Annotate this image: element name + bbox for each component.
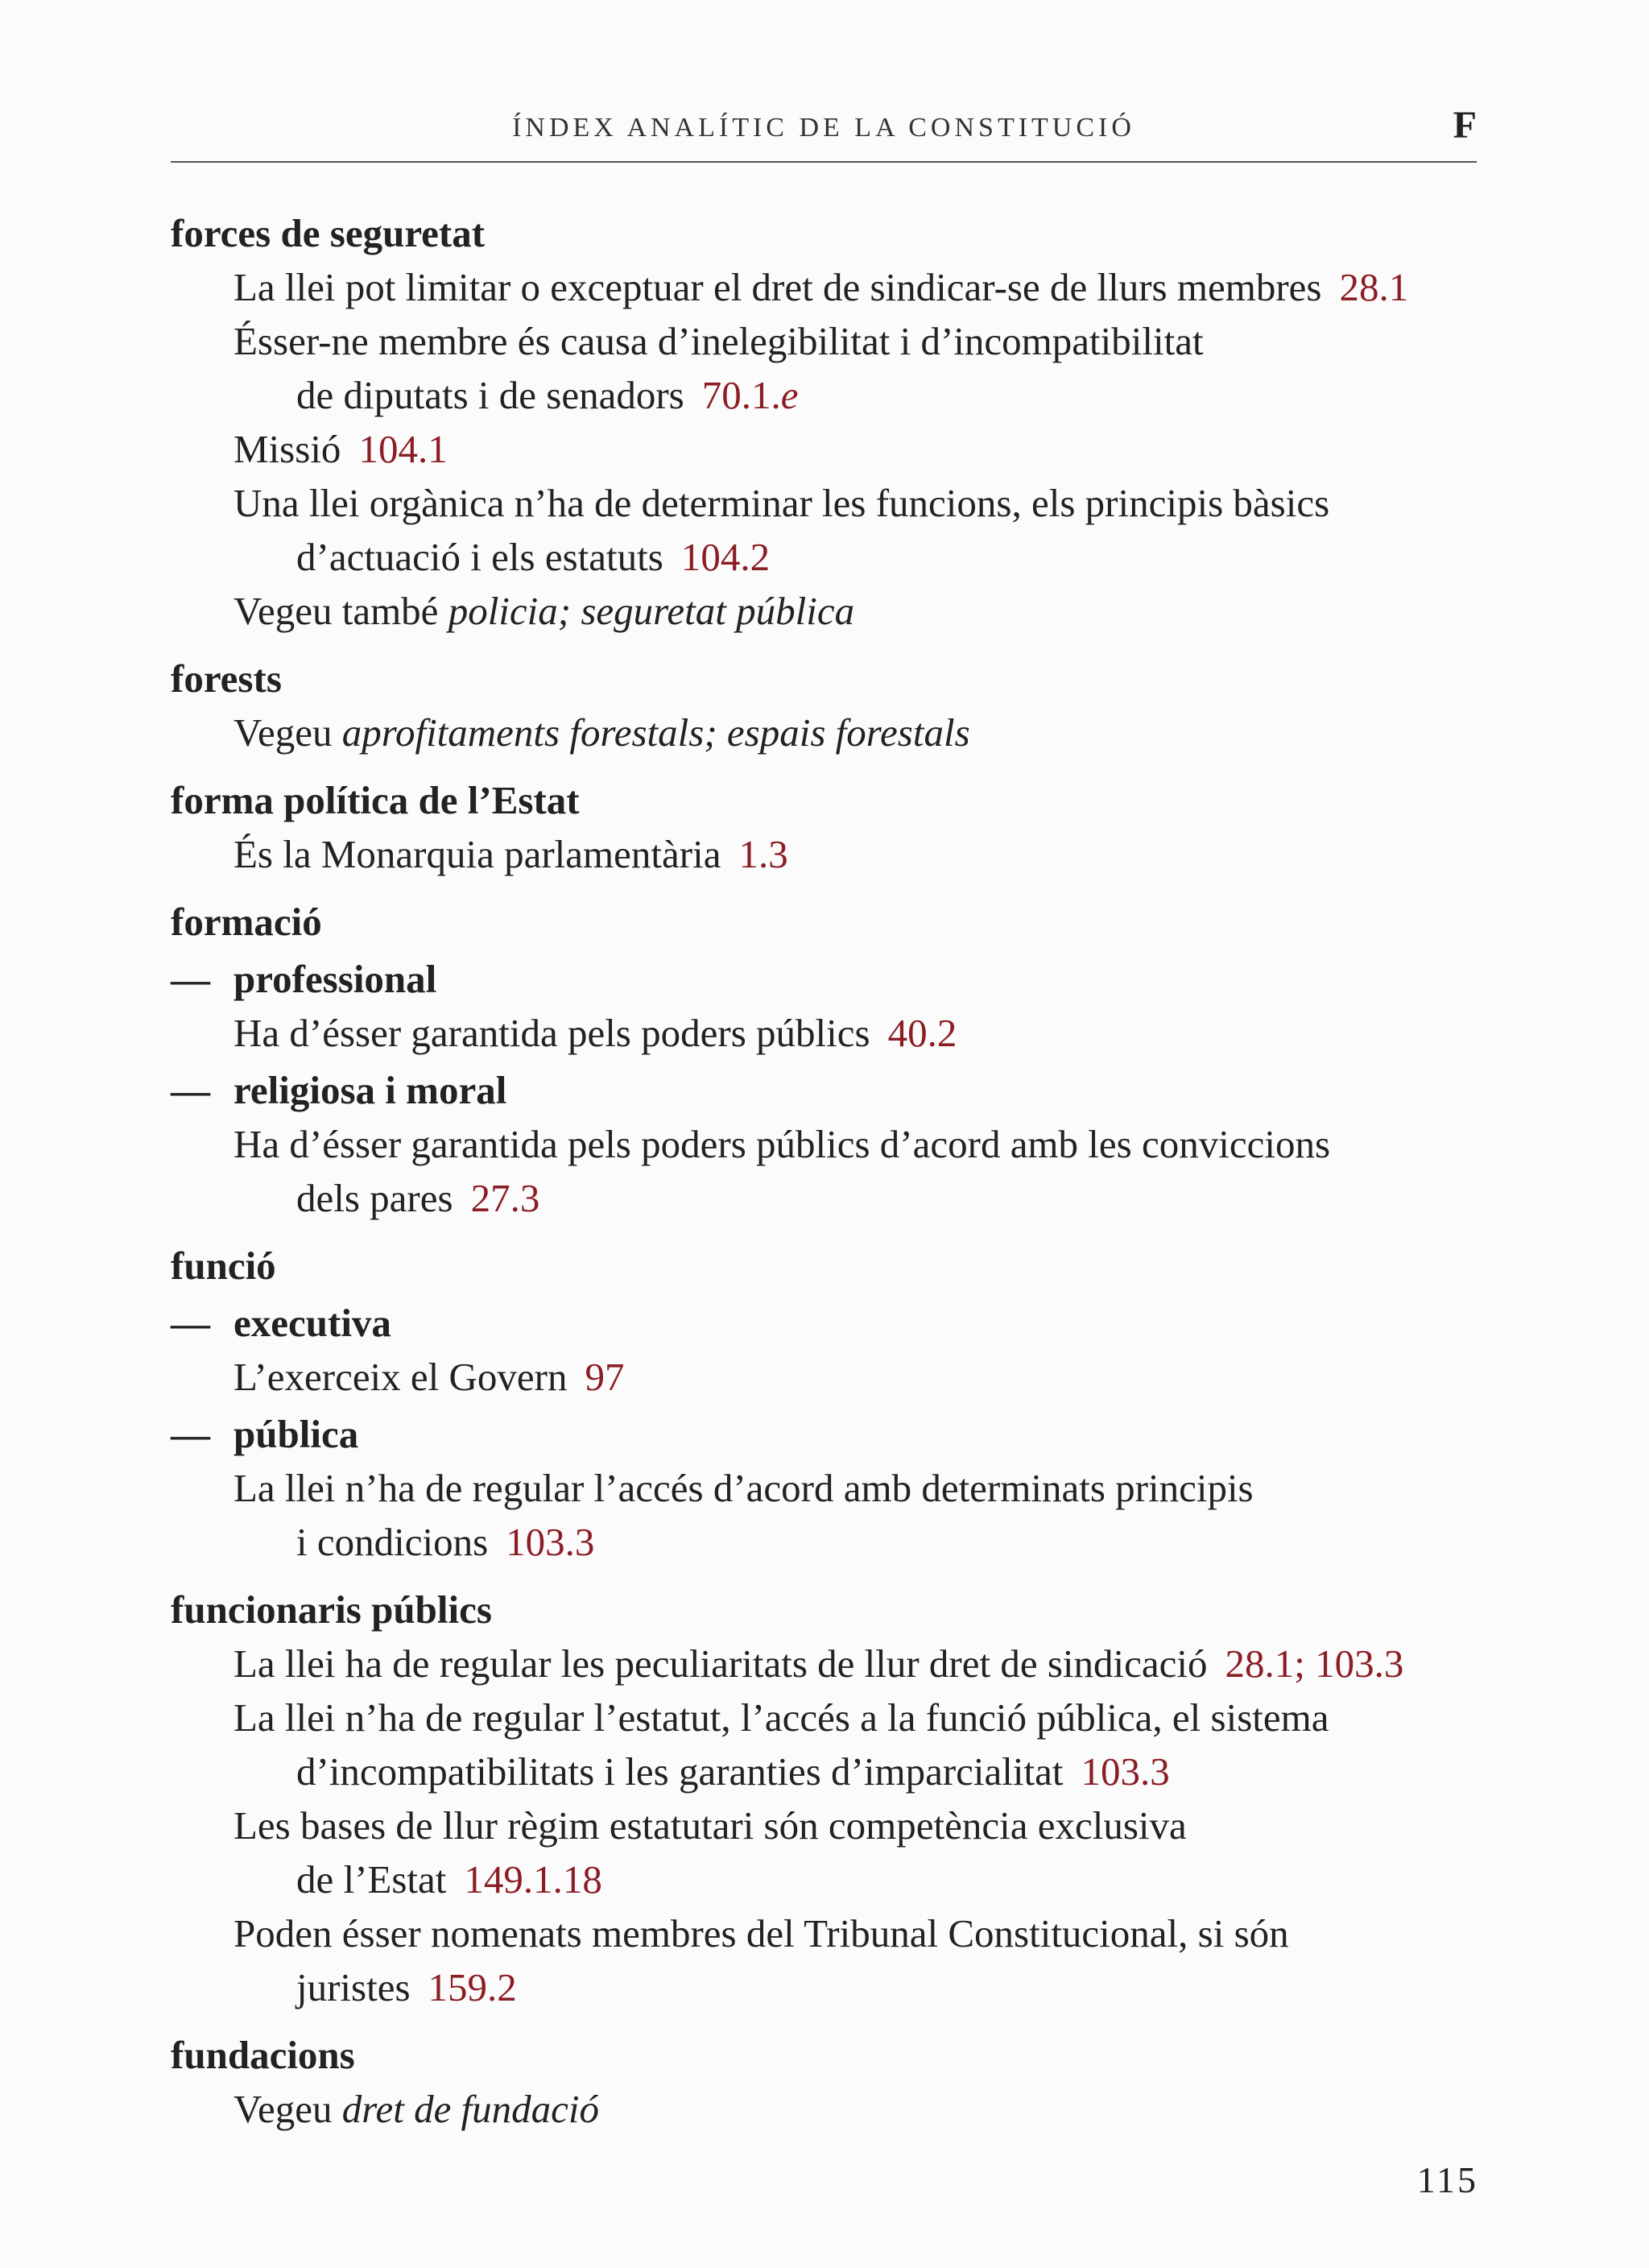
index-entry — [171, 260, 1491, 314]
entry-text: Ha d’ésser garantida pels poders públics — [234, 1011, 870, 1055]
entry-text: i condicions — [296, 1520, 489, 1564]
see-prefix: Vegeu també — [234, 589, 439, 633]
article-ref[interactable]: 40.2 — [887, 1011, 957, 1055]
entry-text: de l’Estat — [296, 1857, 447, 1902]
see-also-entry — [171, 584, 1491, 638]
subterm-dash: — — [171, 1412, 210, 1456]
entry-text: dels pares — [296, 1176, 453, 1220]
entry-text: Poden ésser nomenats membres del Tribunal Constitucional, si són — [234, 1911, 1289, 1956]
article-ref[interactable]: 104.2 — [680, 535, 771, 579]
article-ref[interactable]: 97 — [585, 1355, 625, 1399]
page-number: 115 — [1416, 2159, 1478, 2200]
entry-text: És la Monarquia parlamentària — [234, 832, 721, 876]
index-entry — [171, 1350, 1491, 1404]
index-term: funció — [171, 1244, 276, 1288]
entry-text: La llei pot limitar o exceptuar el dret de sindicar-se de llurs membres — [234, 265, 1322, 309]
subterm-label: executiva — [234, 1301, 391, 1345]
index-term: formació — [171, 900, 322, 944]
article-ref[interactable] — [702, 373, 799, 417]
see-also-link[interactable]: policia; seguretat pública — [448, 589, 855, 633]
entry-text: La llei ha de regular les peculiaritats de llur dret de sindicació — [234, 1641, 1208, 1686]
running-header — [171, 103, 1477, 163]
entry-text: de diputats i de senadors — [296, 373, 684, 417]
see-prefix: Vegeu — [234, 2087, 333, 2131]
running-title: ÍNDEX ANALÍTIC DE LA CONSTITUCIÓ — [512, 113, 1135, 143]
index-subterm — [171, 1063, 1491, 1117]
article-ref[interactable]: 27.3 — [470, 1176, 540, 1220]
entry-text: d’incompatibilitats i les garanties d’imparcialitat — [296, 1749, 1064, 1794]
entry-text: Una llei orgànica n’ha de determinar les funcions, els principis bàsics — [234, 481, 1330, 525]
index-entry — [171, 827, 1491, 881]
index-subterm — [171, 1296, 1491, 1350]
article-ref[interactable]: 1.3 — [738, 832, 788, 876]
index-content — [171, 206, 1491, 2136]
subterm-dash: — — [171, 957, 210, 1001]
index-entry — [171, 1691, 1491, 1798]
article-ref[interactable]: 28.1 — [1339, 265, 1409, 309]
subterm-label: professional — [234, 957, 437, 1001]
ref-number: 70.1. — [701, 373, 781, 417]
see-also-link[interactable]: dret de fundació — [341, 2087, 600, 2131]
index-entry — [171, 1906, 1491, 2014]
article-ref[interactable]: 28.1; 103.3 — [1225, 1641, 1404, 1686]
subterm-label: pública — [234, 1412, 359, 1456]
index-entry — [171, 1637, 1491, 1691]
index-term: forces de seguretat — [171, 211, 486, 255]
see-also-entry — [171, 2082, 1491, 2136]
entry-text: La llei n’ha de regular l’accés d’acord amb determinats principis — [234, 1466, 1254, 1510]
entry-text: d’actuació i els estatuts — [296, 535, 663, 579]
index-term: forests — [171, 656, 282, 701]
see-also-entry — [171, 706, 1491, 759]
index-subterm — [171, 952, 1491, 1006]
article-ref[interactable]: 149.1.18 — [464, 1857, 602, 1902]
index-term: forma política de l’Estat — [171, 778, 580, 822]
see-prefix: Vegeu — [234, 710, 333, 755]
entry-text: Missió — [234, 427, 341, 471]
entry-text: L’exerceix el Govern — [234, 1355, 568, 1399]
article-ref[interactable]: 159.2 — [428, 1965, 517, 2009]
index-entry — [171, 422, 1491, 476]
index-term: fundacions — [171, 2033, 355, 2077]
entry-text: Ha d’ésser garantida pels poders públics d’acord amb les conviccions — [234, 1122, 1331, 1166]
article-ref[interactable]: 103.3 — [1081, 1749, 1170, 1794]
subterm-label: religiosa i moral — [234, 1068, 507, 1112]
ref-letter: e — [780, 373, 799, 417]
index-subterm — [171, 1407, 1491, 1461]
entry-text: La llei n’ha de regular l’estatut, l’accés a la funció pública, el sistema — [234, 1695, 1329, 1740]
subterm-dash: — — [171, 1068, 210, 1112]
index-term: funcionaris públics — [171, 1587, 492, 1632]
index-entry — [171, 1798, 1491, 1906]
entry-text: juristes — [296, 1965, 411, 2009]
index-entry — [171, 476, 1491, 584]
index-entry — [171, 314, 1491, 422]
article-ref[interactable]: 103.3 — [506, 1520, 595, 1564]
index-entry — [171, 1006, 1491, 1060]
see-also-link[interactable]: aprofitaments forestals; espais forestals — [341, 710, 970, 755]
subterm-dash: — — [171, 1301, 210, 1345]
entry-text: Les bases de llur règim estatutari són competència exclusiva — [234, 1803, 1187, 1848]
index-entry — [171, 1461, 1491, 1569]
entry-text: Ésser-ne membre és causa d’inelegibilitat i d’incompatibilitat — [234, 319, 1204, 363]
article-ref[interactable]: 104.1 — [358, 427, 448, 471]
section-letter: F — [1453, 104, 1477, 147]
index-entry — [171, 1117, 1491, 1225]
